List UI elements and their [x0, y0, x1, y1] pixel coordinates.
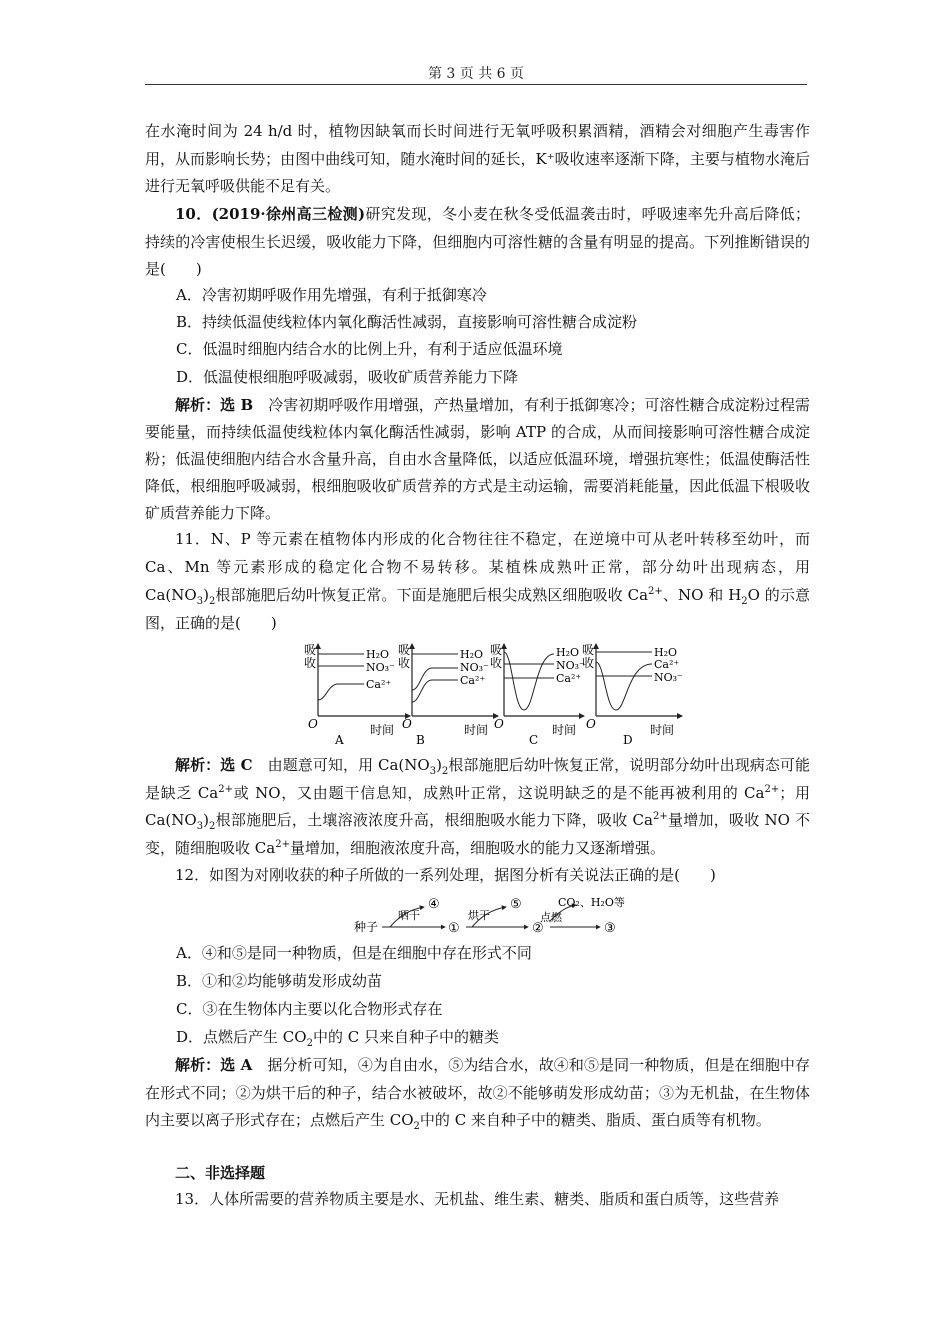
diagram-n3: ③	[604, 921, 616, 935]
graph-c-y-label-2: 收	[490, 656, 503, 670]
q11-stem-part-a: 11．N、P 等元素在植物体内形成的化合物往往不稳定，在逆境中可从老叶转移至幼叶，而 Ca、Mn 等元素形成的稳定化合物不易转移。某植株成熟叶正常，部分幼叶出现病态，用 Ca(NO	[145, 530, 810, 604]
q11-sub: 2	[208, 596, 216, 607]
q12-answer-part: 中的 C 来自种子中的糖类、脂质、蛋白质等有机物。	[419, 1111, 771, 1129]
q10-option-c: C．低温时细胞内结合水的比例上升，有利于适应低温环境	[176, 340, 563, 358]
graph-c-label-ca: Ca²⁺	[556, 672, 582, 685]
q12-answer-part: 据分析可知，④为自由水，⑤为结合水，故④和⑤是同一种物质，但是在细胞中存在形式不同；②为烘干后的种子，结合水被破坏，故②不能够萌发形成幼苗；③为无机盐，在生物体内主要以离子形式存在；点燃后产生 CO	[145, 1056, 810, 1129]
graph-b-label-ca: Ca²⁺	[460, 674, 486, 687]
q10-answer-text: 冷害初期呼吸作用增强，产热量增加，有利于抵御寒冷；可溶性糖合成淀粉过程需要能量，而持续低温使线粒体内氧化酶活性减弱，影响 ATP 的合成，从而间接影响可溶性糖合成淀粉；低温使细胞内结合水含量升高，自由水含量降低，以适应低温环境，增强抗寒性；低温使酶活性降低，根细胞呼吸减弱，根细胞吸收矿质营养的方式是主动运输，需要消耗能量，因此低温下根吸收矿质营养能力下降。	[145, 396, 810, 522]
q11-sub: 3	[196, 821, 204, 832]
q12-option-d-part: 中的 C 只来自种子中的糖类	[312, 1028, 499, 1046]
graph-d	[582, 643, 683, 746]
graph-a-origin: O	[308, 717, 318, 731]
graph-a	[304, 643, 410, 746]
graph-c-x-label: 时间	[552, 723, 577, 737]
graph-a-y-label-2: 收	[304, 656, 317, 670]
q11-sup: 2+	[218, 783, 234, 795]
diagram-bake-label: 烘干	[468, 909, 490, 922]
graph-d-label-no3: NO₃⁻	[654, 671, 683, 684]
seed-treatment-diagram	[350, 893, 630, 935]
graph-a-label-ca: Ca²⁺	[366, 678, 392, 691]
q10-text: 研究发现，冬小麦在秋冬受低温袭击时，呼吸速率先升高后降低；持续的冷害使根生长迟缓，吸收能力下降，但细胞内可溶性糖的含量有明显的提高。下列推断错误的是( )	[145, 205, 811, 278]
q11-answer-part: 由题意可知，用 Ca(NO	[267, 756, 430, 774]
diagram-n5: ⑤	[510, 897, 522, 912]
graph-d-line-ca	[596, 662, 652, 710]
question-13-stem: 13．人体所需要的营养物质主要是水、无机盐、维生素、糖类、脂质和蛋白质等，这些营养	[175, 1190, 780, 1208]
question-12-stem: 12．如图为对刚收获的种子所做的一系列处理，据图分析有关说法正确的是( )	[175, 866, 716, 884]
q12-sub: 2	[413, 1121, 420, 1132]
graph-b	[398, 643, 498, 746]
q11-sub: 2	[741, 596, 748, 607]
q10-option-d: D．低温使根细胞呼吸减弱，吸收矿质营养能力下降	[176, 368, 519, 386]
diagram-burn-label: 点燃	[540, 911, 562, 924]
q11-answer-part: 量增加，细胞液浓度升高，细胞吸水的能力又逐渐增强。	[289, 838, 665, 857]
graph-d-label-h2o: H₂O	[654, 646, 678, 659]
graph-b-line-no3	[412, 668, 458, 690]
graph-b-letter: B	[416, 733, 425, 746]
graph-b-y-label-1: 吸	[398, 643, 411, 657]
continued-explanation: 在水淹时间为 24 h/d 时，植物因缺氧而长时间进行无氧呼吸积累酒精，酒精会对细胞产生毒害作用，从而影响长势；由图中曲线可知，随水淹时间的延长，K⁺吸收速率逐渐下降，主要与植物水淹后进行无氧呼吸供能不足有关。	[145, 122, 810, 195]
graph-a-letter: A	[335, 733, 344, 746]
graph-a-line-ca	[318, 684, 364, 700]
graph-c-letter: C	[529, 733, 539, 746]
q11-answer-label: 解析：选 C	[175, 756, 253, 774]
graph-c-line-h2o	[504, 652, 554, 710]
q10-number: 10．	[175, 205, 212, 223]
q10-answer-label: 解析：选 B	[175, 396, 254, 414]
q10-option-a: A．冷害初期呼吸作用先增强，有利于抵御寒冷	[176, 286, 487, 304]
q11-stem-part-c: 、NO 和 H	[662, 586, 742, 604]
graph-c-origin: O	[494, 717, 504, 731]
graph-d-letter: D	[623, 733, 633, 746]
q11-sub: 2	[208, 821, 216, 832]
diagram-product: CO₂、H₂O等	[558, 896, 625, 909]
q11-sup: 2+	[652, 811, 668, 822]
graph-c-label-h2o: H₂O	[556, 646, 580, 659]
graph-a-label-no3: NO₃⁻	[366, 661, 395, 674]
diagram-dry-label: 晒干	[398, 909, 420, 922]
q11-sup: 2+	[648, 586, 663, 597]
diagram-n4: ④	[428, 897, 440, 912]
graph-d-label-ca: Ca²⁺	[654, 658, 680, 671]
graph-c	[490, 643, 585, 746]
question-11-stem: 11．N、P 等元素在植物体内形成的化合物往往不稳定，在逆境中可从老叶转移至幼叶，而 Ca、Mn 等元素形成的稳定化合物不易转移。某植株成熟叶正常，部分幼叶出现病态，用 $Ca(NO_3)_2$根部施肥后幼叶恢复正常。下面是施肥后根尖成熟区细胞吸收 $Ca^{2+}$、NO 和 $H_2O$ 的示意图，正确的是( )	[145, 530, 810, 632]
q12-option-b: B．①和②均能够萌发形成幼苗	[176, 972, 383, 990]
q12-option-a: A．④和⑤是同一种物质，但是在细胞中存在形式不同	[176, 944, 532, 962]
question-10-stem	[145, 201, 810, 284]
q10-answer	[145, 392, 810, 527]
q11-answer-part: 根部施肥后，土壤溶液浓度升高，根细胞吸水能力下降，吸收 Ca	[215, 811, 653, 829]
graph-a-x-label: 时间	[370, 723, 395, 737]
page-header: 第 3 页 共 6 页	[427, 66, 525, 82]
q12-answer	[145, 1052, 810, 1135]
graph-d-y-label-2: 收	[582, 656, 595, 670]
q12-option-d	[176, 1024, 499, 1051]
graph-c-y-label-1: 吸	[490, 643, 503, 657]
q11-answer-part: 量增加，吸收 NO 不变，随细胞吸收 Ca	[145, 811, 810, 857]
q10-source: (2019·徐州高三检测)	[211, 205, 366, 223]
q11-sub: 3	[429, 766, 437, 777]
q11-stem-part-d: O 的示意图，正确的是( )	[145, 586, 810, 632]
header-divider	[145, 84, 807, 85]
q10-option-b: B．持续低温使线粒体内氧化酶活性减弱，直接影响可溶性糖合成淀粉	[176, 313, 638, 331]
graph-b-origin: O	[402, 717, 412, 731]
graph-b-x-label: 时间	[464, 723, 489, 737]
q11-sup: 2+	[275, 838, 290, 850]
graph-b-y-label-2: 收	[398, 656, 411, 670]
q11-sup: 2+	[764, 783, 780, 795]
q12-option-d-part: D．点燃后产生 CO	[176, 1028, 307, 1046]
graph-d-y-label-1: 吸	[582, 643, 595, 657]
absorption-graphs-figure	[298, 640, 684, 746]
q12-sub: 2	[306, 1038, 313, 1049]
diagram-seed: 种子	[354, 920, 379, 934]
graph-a-y-label-1: 吸	[304, 643, 317, 657]
graph-b-label-no3: NO₃⁻	[460, 661, 489, 674]
q11-answer-part: ；用 Ca(NO	[145, 783, 810, 829]
diagram-n2: ②	[532, 921, 544, 935]
graph-d-x-label: 时间	[650, 723, 675, 737]
q11-stem-part-b: 根部施肥后幼叶恢复正常。下面是施肥后根尖成熟区细胞吸收 Ca	[215, 586, 649, 604]
q11-sub: 3	[196, 596, 204, 607]
q11-answer-part: 或 NO，又由题干信息知，成熟叶正常，这说明缺乏的是不能再被利用的 Ca	[233, 783, 765, 802]
section-2-heading: 二、非选择题	[175, 1164, 266, 1182]
q11-answer-part: 根部施肥后幼叶恢复正常，说明部分幼叶出现病态可能是缺乏 Ca	[145, 756, 810, 802]
graph-c-label-no3: NO₃⁻	[556, 659, 585, 672]
graph-a-label-h2o: H₂O	[366, 648, 390, 661]
q12-option-c: C．③在生物体内主要以化合物形式存在	[176, 1000, 443, 1018]
q12-answer-label: 解析：选 A	[175, 1056, 253, 1074]
graph-d-origin: O	[586, 717, 596, 731]
diagram-n1: ①	[448, 921, 460, 935]
q11-sub: 2	[441, 766, 449, 777]
graph-b-label-h2o: H₂O	[460, 648, 484, 661]
q11-answer: 解析：选 C 由题意可知，用 $Ca(NO_3)_2$根部施肥后幼叶恢复正常，说明部分幼叶出现病态可能是缺乏 $Ca^{2+}$或 NO，又由题干信息知，成熟叶正常，这说明缺乏的是不能再被利用的 $Ca^{2+}$；用 $Ca(NO_3)_2$根部施肥后，土壤溶液浓度升高，根细胞吸水能力下降，吸收 $Ca^{2+}$量增加，吸收 NO 不变，随细胞吸收 $Ca^{2+}$量增加，细胞液浓度升高，细胞吸水的能力又逐渐增强。	[145, 756, 810, 857]
